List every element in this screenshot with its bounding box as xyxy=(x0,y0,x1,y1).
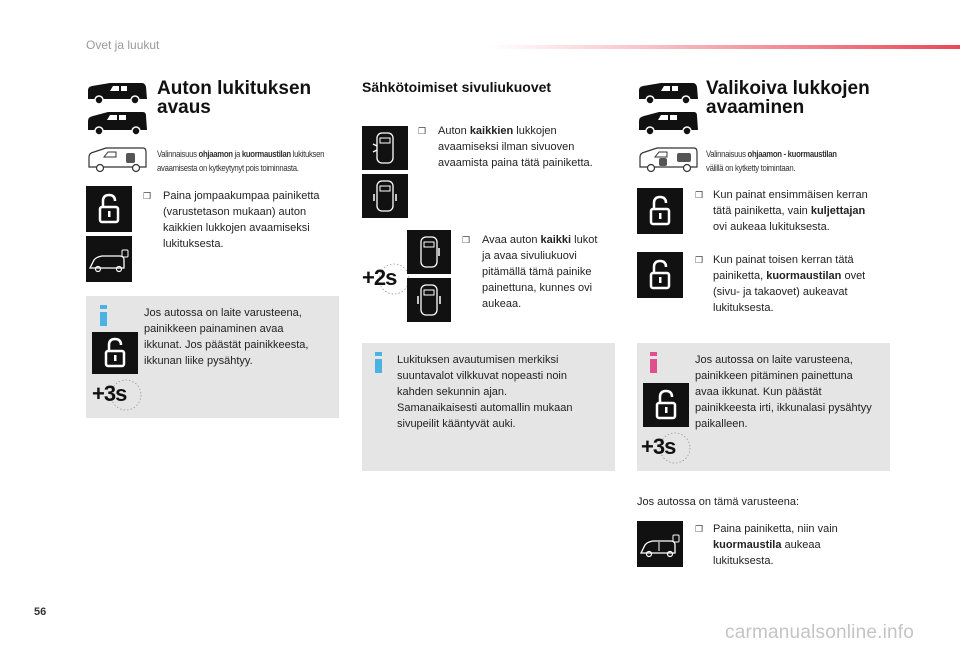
info-line: Samanaikaisesti automallin mukaan xyxy=(397,402,573,414)
bullet-arrow-icon: ❒ xyxy=(143,191,152,201)
van-icon-long xyxy=(637,110,699,136)
bullet-avaa-auton xyxy=(462,232,622,312)
info-line: ikkunat. Jos päästät painikkeesta, xyxy=(144,339,309,351)
bullet-line: Avaa auton kaikki lukot xyxy=(482,234,598,246)
unlock-button-info xyxy=(643,383,689,427)
info-line: Jos autossa on laite varusteena, xyxy=(695,354,853,366)
bullet-line: tätä painiketta, vain kuljettajan xyxy=(713,205,866,217)
watermark: carmanualsonline.info xyxy=(725,622,915,643)
trunk-icon xyxy=(86,236,132,282)
bullet-line: Paina painiketta, niin vain xyxy=(713,523,838,535)
bullet-line: pitämällä tämä painike xyxy=(482,266,592,278)
unlock-icon xyxy=(86,186,132,232)
bullet-arrow-icon: ❒ xyxy=(462,235,471,245)
info-line: suuntavalot vilkkuvat nopeasti noin xyxy=(397,370,567,382)
title-auton-lukituksen: Auton lukituksen xyxy=(157,78,312,99)
info-text-2 xyxy=(397,352,612,432)
bullet-arrow-icon: ❒ xyxy=(695,190,704,200)
info-box-1 xyxy=(86,296,339,418)
bullet-line: avaamiseksi ilman sivuoven xyxy=(438,141,575,153)
info-line: avaa ikkunat. Kun päästät xyxy=(695,386,822,398)
info-line: Jos autossa on laite varusteena, xyxy=(144,307,302,319)
car-doors-icon xyxy=(362,174,408,218)
title-avaaminen: avaaminen xyxy=(706,97,805,118)
bullet-line: ovi aukeaa lukituksesta. xyxy=(713,221,830,233)
info-box-3 xyxy=(637,343,890,471)
info-line: painikkeen pitäminen painettuna xyxy=(695,370,853,382)
van-icon-long xyxy=(86,110,148,136)
title-valikoiva: Valikoiva lukkojen xyxy=(706,78,870,99)
timer-3s xyxy=(92,378,144,412)
info-line: painikkeen painaminen avaa xyxy=(144,323,284,335)
bullet-line: Kun painat ensimmäisen kerran xyxy=(713,189,868,201)
title-sahkotoimiset: Sähkötoimiset sivuliukuovet xyxy=(362,79,552,95)
trunk-icon xyxy=(637,521,683,567)
selective-unlock-button-1[interactable] xyxy=(637,188,683,234)
sliding-door-button[interactable] xyxy=(362,174,408,218)
info-line: painikkeesta irti, ikkunalasi pysähtyy xyxy=(695,402,872,414)
info-line: sivupeilit kääntyvät auki. xyxy=(397,418,516,430)
selective-unlock-button-2[interactable] xyxy=(637,252,683,298)
van-outline-icon xyxy=(86,145,148,173)
unlock-all-button[interactable] xyxy=(362,126,408,170)
bullet-line: avaamista paina tätä painiketta. xyxy=(438,157,593,169)
note-line: Valinnaisuus ohjaamon ja kuormaustilan lukituksen xyxy=(157,149,325,159)
trunk-unlock-button[interactable] xyxy=(86,236,132,282)
bullet-kuormaustila xyxy=(695,521,895,569)
info-text-3 xyxy=(695,352,890,432)
bullet-line: Auton kaikkien lukkojen xyxy=(438,125,557,137)
info-icon xyxy=(650,352,657,373)
bullet-line: lukituksesta. xyxy=(713,555,774,567)
bullet-line: ja avaa sivuliukuovi xyxy=(482,250,577,262)
info-line: kahden sekunnin ajan. xyxy=(397,386,508,398)
cargo-unlock-button[interactable] xyxy=(637,521,683,567)
note-line: Valinnaisuus ohjaamon - kuormaustilan xyxy=(706,149,837,159)
bullet-line: Kun painat toisen kerran tätä xyxy=(713,254,854,266)
bullet-line: kaikkien lukkojen avaamiseksi xyxy=(163,222,310,234)
unlock-icon xyxy=(643,383,689,427)
bullet-arrow-icon: ❒ xyxy=(695,524,704,534)
note-valinnaisuus-2 xyxy=(706,147,895,175)
page-number: 56 xyxy=(34,606,47,618)
bullet-arrow-icon: ❒ xyxy=(695,255,704,265)
info-icon xyxy=(100,305,107,326)
timer-label: +2s xyxy=(362,265,397,290)
timer-label: +3s xyxy=(92,381,127,406)
note-line: avaamisesta on kytkeytynyt pois toiminnasta. xyxy=(157,163,299,173)
door-button-a[interactable] xyxy=(407,230,451,274)
section-header: Ovet ja luukut xyxy=(86,38,160,52)
door-button-b[interactable] xyxy=(407,278,451,322)
unlock-button[interactable] xyxy=(86,186,132,232)
van-icon xyxy=(637,81,699,105)
info-line: paikalleen. xyxy=(695,418,748,430)
extra-intro: Jos autossa on tämä varusteena: xyxy=(637,496,800,508)
unlock-icon xyxy=(637,252,683,298)
van-outline-icon xyxy=(637,145,699,173)
info-line: Lukituksen avautumisen merkiksi xyxy=(397,354,559,366)
bullet-ensimmaisen xyxy=(695,187,895,235)
timer-label: +3s xyxy=(641,434,676,459)
unlock-button-info xyxy=(92,332,138,374)
van-icon xyxy=(86,81,148,105)
timer-3s xyxy=(641,431,693,465)
unlock-icon xyxy=(637,188,683,234)
info-icon xyxy=(375,352,382,373)
info-box-2 xyxy=(362,343,615,471)
bullet-arrow-icon: ❒ xyxy=(418,126,427,136)
bullet-line: painiketta, kuormaustilan ovet xyxy=(713,270,866,282)
title-avaus: avaus xyxy=(157,97,211,118)
info-line: ikkunan liike pysähtyy. xyxy=(144,355,253,367)
unlock-icon xyxy=(92,332,138,374)
bullet-auton-kaikkien xyxy=(418,123,618,171)
car-doors-icon xyxy=(362,126,408,170)
note-valinnaisuus-1 xyxy=(157,147,346,175)
bullet-line: Paina jompaakumpaa painiketta xyxy=(163,190,320,202)
bullet-line: (varustetason mukaan) auton xyxy=(163,206,307,218)
bullet-line: kuormaustila aukeaa xyxy=(713,539,821,551)
bullet-paina xyxy=(143,188,343,252)
bullet-line: lukituksesta. xyxy=(163,238,224,250)
note-line: välillä on kytketty toimintaan. xyxy=(706,163,796,173)
bullet-line: lukituksesta. xyxy=(713,302,774,314)
bullet-line: aukeaa. xyxy=(482,298,522,310)
bullet-line: (sivu- ja takaovet) aukeavat xyxy=(713,286,848,298)
car-doors-icon xyxy=(407,230,451,274)
header-rule xyxy=(490,45,960,49)
bullet-line: painettuna, kunnes ovi xyxy=(482,282,593,294)
bullet-toisen xyxy=(695,252,895,316)
car-doors-icon xyxy=(407,278,451,322)
info-text-1 xyxy=(144,305,334,369)
